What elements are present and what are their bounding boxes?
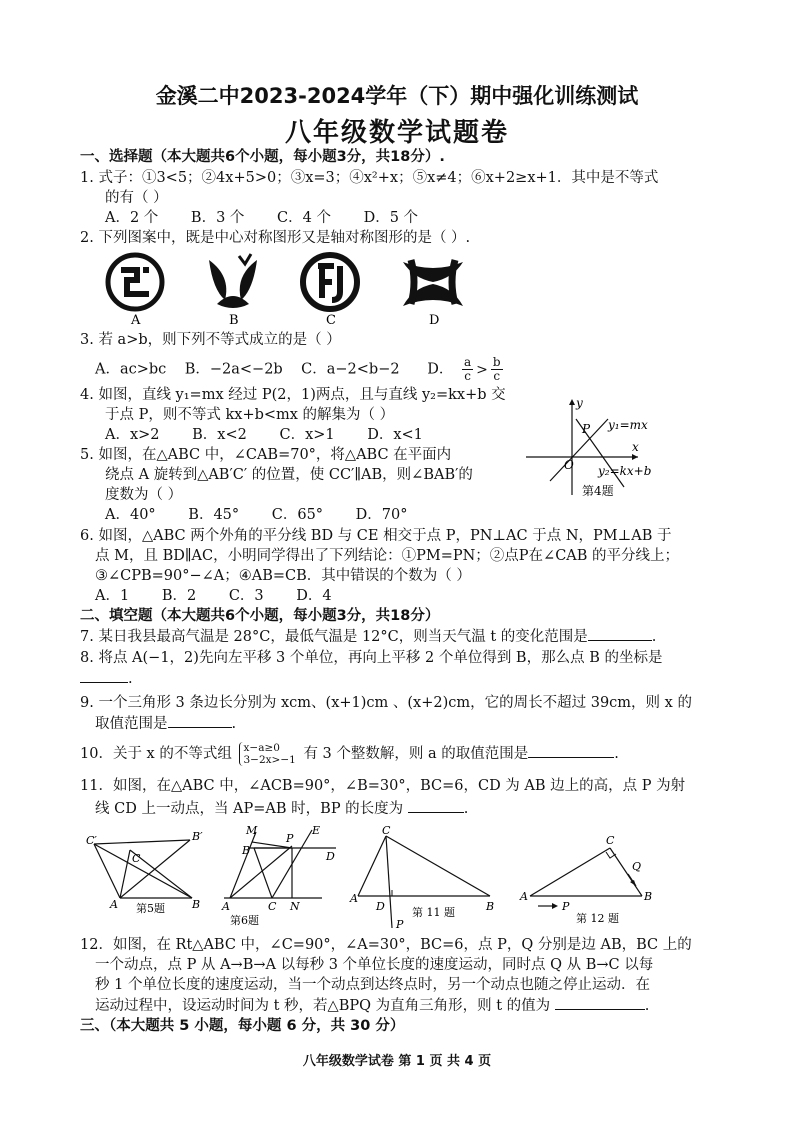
page-footer: 八年级数学试卷 第 1 页 共 4 页: [302, 1054, 492, 1069]
q3-fraction: a c > b c: [463, 355, 501, 383]
q4-line1: 4. 如图，直线 y₁=mx 经过 P(2，1)两点，且与直线 y₂=kx+b 交: [80, 387, 506, 403]
svg-text:P: P: [396, 918, 404, 931]
svg-text:第 12 题: 第 12 题: [576, 912, 619, 925]
q8-line: 8. 将点 A(−1，2)先向左平移 3 个单位，再向上平移 2 个单位得到 B，那么点 B 的坐标是: [80, 650, 663, 666]
q4-line2: 于点 P，则不等式 kx+b<mx 的解集为（ ）: [105, 407, 395, 423]
q7-line: 7. 某日我县最高气温是 28°C，最低气温是 12°C，则当天气温 t 的变化范围是 .: [80, 626, 656, 647]
q12-line3: 秒 1 个单位长度的速度运动，当一个动点到达终点时，另一个动点也随之停止运动．在: [95, 977, 650, 993]
q4-option-a: A．x>2: [105, 427, 160, 443]
svg-text:E: E: [312, 824, 321, 837]
q1-option-a: A．2 个: [105, 210, 159, 226]
q3-line1: 3. 若 a>b，则下列不等式成立的是（ ）: [80, 332, 341, 348]
section-2-heading: 二、填空题（本大题共6个小题，每小题3分，共18分）: [80, 608, 440, 624]
q3-option-d: D．: [427, 361, 454, 378]
svg-text:P: P: [582, 422, 591, 436]
svg-text:第5题: 第5题: [136, 902, 165, 915]
q11-line2: 线 CD 上一动点，当 AP=AB 时，BP 的长度为 .: [95, 798, 468, 819]
q6-option-b: B．2: [161, 588, 197, 604]
q5-line3: 度数为（ ）: [105, 487, 183, 503]
q3-option-a: A．ac>bc: [95, 361, 167, 378]
svg-text:B′: B′: [192, 830, 203, 843]
svg-text:A: A: [350, 892, 358, 905]
q1-option-b: B．3 个: [190, 210, 245, 226]
svg-text:C′: C′: [86, 834, 97, 847]
svg-text:B: B: [644, 890, 653, 903]
q6-option-d: D．4: [296, 588, 332, 604]
q10-system-eq1: x−a≥0: [243, 742, 280, 754]
q5-option-c: C．65°: [271, 507, 324, 523]
q2-label-a: A: [131, 313, 141, 326]
svg-text:B: B: [192, 898, 201, 911]
q9-line2: 取值范围是 .: [95, 713, 236, 734]
svg-text:C: C: [268, 900, 277, 913]
svg-text:Q: Q: [632, 860, 642, 873]
q5-options: [105, 505, 436, 525]
q8-answer-blank: .: [80, 668, 133, 689]
q2-label-d: D: [429, 313, 440, 326]
q1-option-c: C．4 个: [277, 210, 331, 226]
q3-option-b: B．−2a<−2b: [184, 361, 283, 378]
q9-line1: 9. 一个三角形 3 条边长分别为 xcm、(x+1)cm 、(x+2)cm，它的周长不超过 39cm，则 x 的: [80, 695, 692, 711]
q4-option-c: C．x>1: [279, 427, 335, 443]
q4-option-d: D．x<1: [367, 427, 423, 443]
q11-line1: 11．如图，在△ABC 中，∠ACB=90°，∠B=30°，BC=6，CD 为 AB 边上的高，点 P 为射: [80, 778, 686, 794]
q5-option-b: B．45°: [188, 507, 240, 523]
logo-a: [108, 255, 162, 309]
svg-text:C: C: [382, 824, 391, 837]
q3-option-c: C．a−2<b−2: [301, 361, 400, 378]
q6-option-a: A．1: [95, 588, 130, 604]
q5-line1: 5. 如图，在△ABC 中，∠CAB=70°，将△ABC 在平面内: [80, 447, 452, 463]
q10-system-eq2: 3−2x>−1: [243, 754, 296, 766]
figures-row: [80, 824, 680, 936]
svg-text:O: O: [564, 458, 574, 472]
svg-text:P: P: [562, 900, 570, 913]
svg-text:第 11 题: 第 11 题: [412, 906, 455, 919]
q12-line2: 一个动点，点 P 从 A→B→A 以每秒 3 个单位长度的速度运动，同时点 Q 从 B→C 以每: [95, 957, 654, 973]
svg-text:C: C: [132, 852, 141, 865]
logo-d: [403, 260, 463, 306]
q5-line2: 绕点 A 旋转到△AB′C′ 的位置，使 CC′∥AB，则∠BAB′的: [105, 467, 473, 483]
svg-text:第4题: 第4题: [582, 484, 614, 498]
svg-text:第6题: 第6题: [230, 914, 259, 927]
figure-11: [349, 824, 494, 931]
logo-b: [209, 254, 257, 308]
q3-options: [95, 356, 503, 383]
logo-c: [303, 255, 357, 309]
figure-12: [519, 834, 652, 925]
svg-text:N: N: [290, 900, 300, 913]
svg-text:B: B: [486, 900, 495, 913]
svg-text:B: B: [242, 844, 251, 857]
q12-line1: 12．如图，在 Rt△ABC 中，∠C=90°，∠A=30°，BC=6，点 P，Q 分别是边 AB，BC 上的: [80, 937, 692, 953]
svg-text:C: C: [606, 834, 615, 847]
q6-line2: 点 M，且 BD∥AC，小明同学得出了下列结论：①PM=PN；②点P在∠CAB 的平分线上；: [95, 548, 680, 564]
section-3-heading: 三、（本大题共 5 小题，每小题 6 分，共 30 分）: [80, 1018, 405, 1034]
svg-text:y: y: [576, 396, 583, 410]
figure-5: [86, 830, 203, 915]
q1-option-d: D．5 个: [363, 210, 419, 226]
q1-line1: 1. 式子：①3<5；②4x+5>0；③x=3；④x²+x；⑤x≠4；⑥x+2≥x+1．其中是不等式: [80, 170, 659, 186]
q1-options: [105, 208, 446, 228]
q6-option-c: C．3: [228, 588, 264, 604]
q5-option-a: A．40°: [105, 507, 156, 523]
q4-option-b: B．x<2: [192, 427, 247, 443]
q2-label-c: C: [326, 313, 336, 326]
svg-text:A: A: [520, 890, 528, 903]
q1-line2: 的有（ ）: [105, 190, 168, 206]
svg-text:D: D: [326, 850, 335, 863]
svg-text:M: M: [246, 824, 258, 837]
svg-text:y₁=mx: y₁=mx: [608, 418, 648, 432]
q6-line3: ③∠CPB=90°−∠A；④AB=CB．其中错误的个数为（ ）: [95, 568, 471, 584]
q12-line4: 运动过程中，设运动时间为 t 秒，若△BPQ 为直角三角形，则 t 的值为 .: [95, 995, 649, 1016]
q5-option-d: D．70°: [355, 507, 408, 523]
svg-text:y₂=kx+b: y₂=kx+b: [598, 464, 652, 478]
q4-options: [105, 425, 451, 445]
q2-line1: 2. 下列图案中，既是中心对称图形又是轴对称图形的是（ ）.: [80, 230, 471, 246]
q4-figure: [520, 395, 700, 505]
svg-text:D: D: [376, 900, 385, 913]
svg-text:P: P: [286, 832, 294, 845]
paper-title: 八年级数学试题卷: [284, 118, 509, 148]
q6-line1: 6. 如图，△ABC 两个外角的平分线 BD 与 CE 相交于点 P，PN⊥AC 于点 N，PM⊥AB 于: [80, 528, 672, 544]
q10-line: 10．关于 x 的不等式组 x−a≥0 3−2x>−1 有 3 个整数解，则 a 的取值范围是 .: [80, 742, 619, 766]
svg-text:A: A: [110, 898, 118, 911]
school-title: 金溪二中2023-2024学年（下）期中强化训练测试: [155, 84, 639, 108]
q6-options: [95, 586, 360, 606]
q2-logo-figures: [95, 250, 495, 326]
svg-text:A: A: [222, 900, 230, 913]
q2-label-b: B: [229, 313, 239, 326]
svg-text:x: x: [632, 440, 639, 454]
section-1-heading: 一、选择题（本大题共6个小题，每小题3分，共18分）.: [80, 149, 445, 165]
figure-6: [221, 824, 336, 927]
